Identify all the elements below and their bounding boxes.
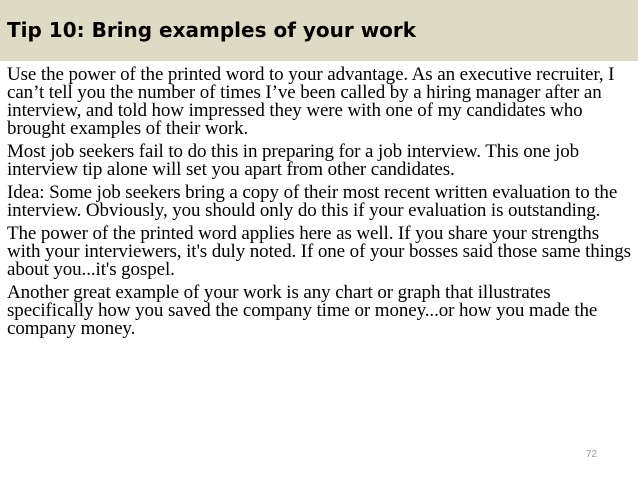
paragraph-3: Idea: Some job seekers bring a copy of their most recent written evaluation to the interview. Obviously, you should only do this if your evaluation is outstanding.	[7, 182, 618, 221]
paragraph-2: Most job seekers fail to do this in preparing for a job interview. This one job interview tip alone will set you apart from other candidates.	[7, 141, 580, 180]
slide-title: Tip 10: Bring examples of your work	[7, 18, 417, 42]
title-bar	[0, 0, 638, 61]
paragraph-5: Another great example of your work is any chart or graph that illustrates specifically how you saved the company time or money...or how you made the company money.	[7, 282, 598, 339]
paragraph-1: Use the power of the printed word to your advantage. As an executive recruiter, I can’t tell you the number of times I’ve been called by a hiring manager after an interview, and told how impressed they were with one of my candidates who brought examples of their work.	[7, 64, 615, 139]
page-number: 72	[586, 449, 598, 460]
paragraph-4: The power of the printed word applies here as well. If you share your strengths with your interviewers, it's duly noted. If one of your bosses said those same things about you...it's gospel.	[7, 223, 631, 280]
slide-body	[7, 66, 635, 343]
